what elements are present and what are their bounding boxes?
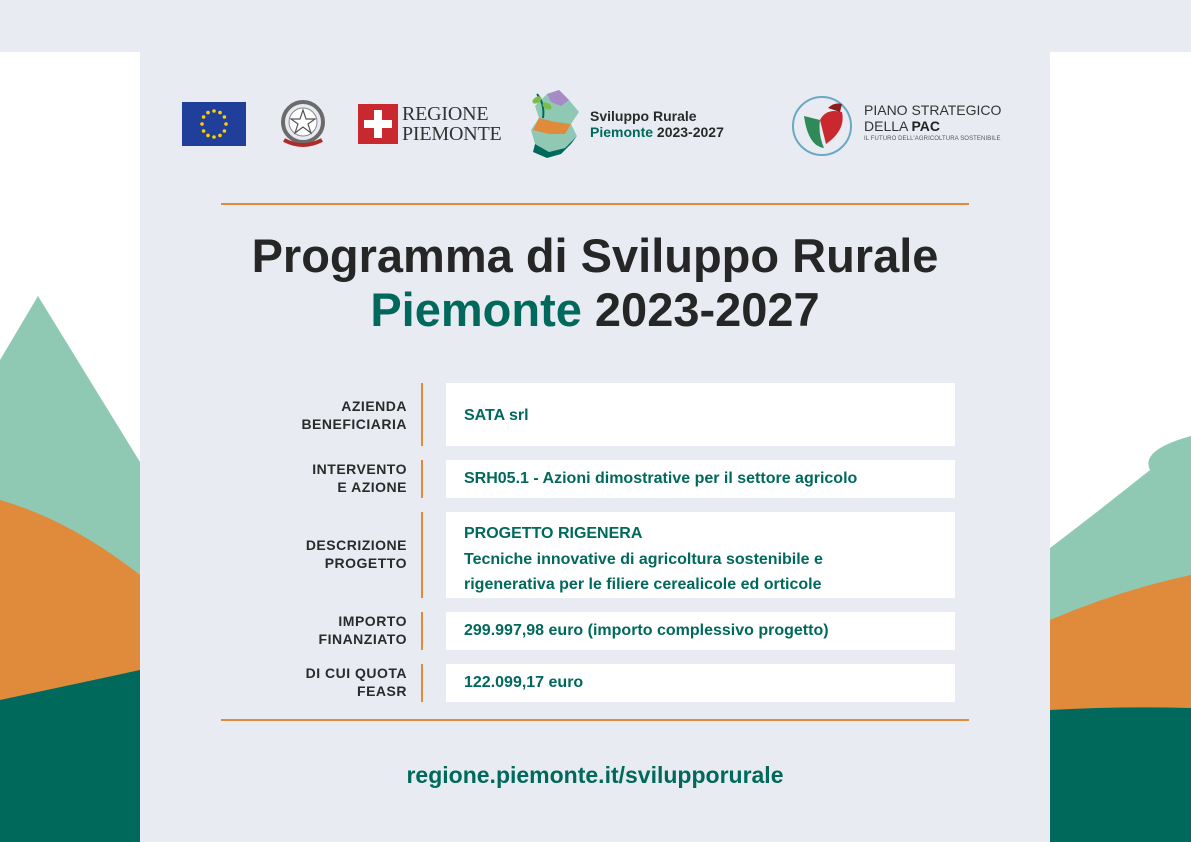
row-value-line1: PROGETTO RIGENERA bbox=[464, 525, 643, 542]
regione-logo-text-1: REGIONE bbox=[402, 103, 489, 125]
row-value-line2: Tecniche innovative di agricoltura sostenibile e bbox=[464, 551, 823, 568]
piemonte-map-icon bbox=[525, 88, 587, 162]
svr-logo-title: Sviluppo Rurale bbox=[590, 108, 697, 124]
row-label: DESCRIZIONE PROGETTO bbox=[305, 537, 407, 571]
pac-logo-tagline: IL FUTURO DELL'AGRICOLTURA SOSTENIBILE bbox=[864, 136, 1001, 142]
logo-bar bbox=[140, 88, 1050, 168]
row-label: AZIENDA BENEFICIARIA bbox=[301, 398, 407, 432]
row-value: SATA srl bbox=[464, 407, 529, 424]
top-divider bbox=[221, 203, 969, 205]
info-row-feasr bbox=[221, 664, 955, 702]
page-title-line1: Programma di Sviluppo Rurale bbox=[251, 229, 939, 282]
page-title-line2: Piemonte 2023-2027 bbox=[370, 283, 820, 336]
info-row-azienda bbox=[221, 383, 955, 446]
sviluppo-rurale-logo bbox=[525, 88, 765, 162]
row-value-box bbox=[446, 664, 955, 702]
row-separator bbox=[421, 612, 423, 650]
row-value: 122.099,17 euro bbox=[464, 674, 584, 691]
info-row-intervento bbox=[221, 460, 955, 498]
info-row-importo bbox=[221, 612, 955, 650]
row-separator bbox=[421, 664, 423, 702]
italian-republic-emblem bbox=[278, 96, 328, 152]
central-panel bbox=[140, 0, 1050, 842]
row-label: DI CUI QUOTA FEASR bbox=[305, 665, 407, 699]
regione-logo-text-2: PIEMONTE bbox=[402, 123, 502, 145]
eu-flag-logo bbox=[182, 102, 246, 146]
row-separator bbox=[421, 460, 423, 498]
row-value-box bbox=[446, 512, 955, 598]
pac-circle-icon bbox=[790, 94, 856, 158]
row-separator bbox=[421, 512, 423, 598]
website-link[interactable]: regione.piemonte.it/svilupporurale bbox=[406, 762, 784, 788]
row-label: IMPORTO FINANZIATO bbox=[318, 613, 407, 647]
pac-logo-line2: DELLA PAC bbox=[864, 118, 941, 134]
row-value-line3: rigenerativa per le filiere cerealicole ed orticole bbox=[464, 576, 822, 593]
row-value-box bbox=[446, 383, 955, 446]
row-value-box bbox=[446, 612, 955, 650]
row-value-box bbox=[446, 460, 955, 498]
piano-strategico-pac-logo bbox=[790, 94, 1015, 158]
row-value: 299.997,98 euro (importo complessivo progetto) bbox=[464, 622, 829, 639]
row-separator bbox=[421, 383, 423, 446]
svr-logo-subtitle: Piemonte 2023-2027 bbox=[590, 124, 724, 140]
info-row-descrizione bbox=[221, 512, 955, 598]
row-label: INTERVENTO E AZIONE bbox=[312, 461, 407, 495]
row-value: SRH05.1 - Azioni dimostrative per il settore agricolo bbox=[464, 470, 858, 487]
pac-logo-line1: PIANO STRATEGICO bbox=[864, 102, 1002, 118]
bottom-divider bbox=[221, 719, 969, 721]
